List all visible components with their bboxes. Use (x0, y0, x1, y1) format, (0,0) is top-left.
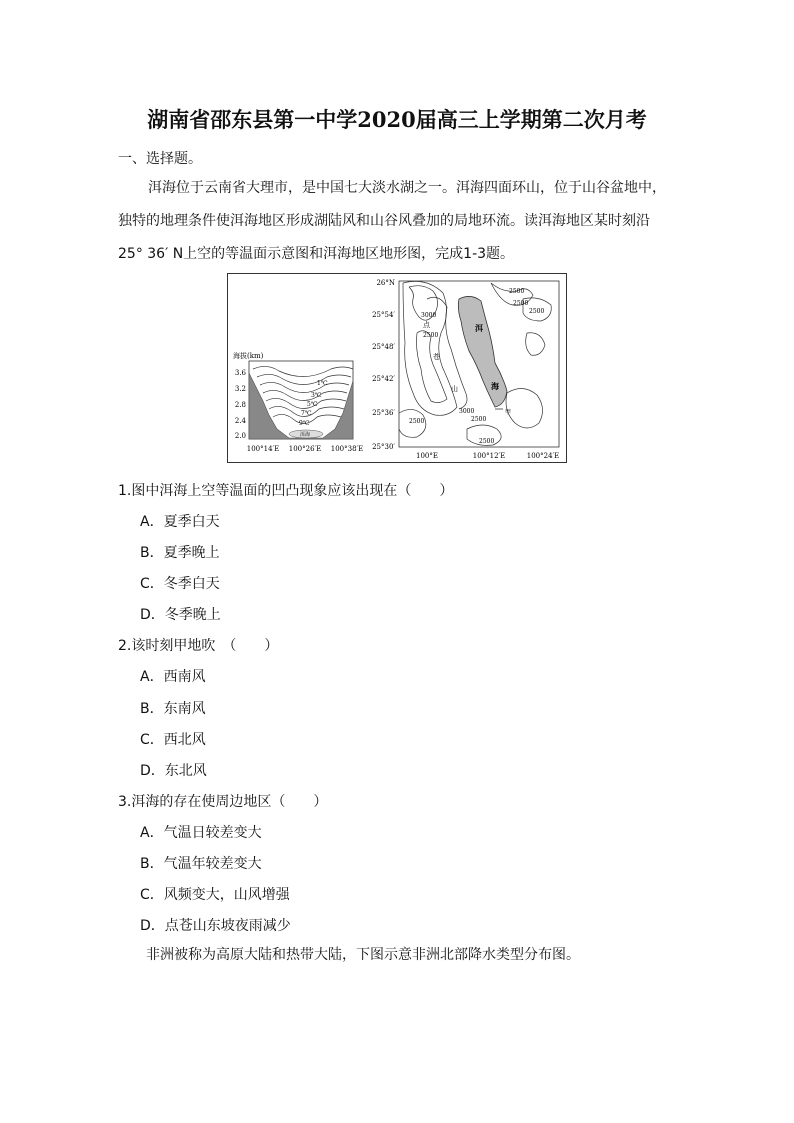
longitude-label: 100°12′E (472, 452, 506, 460)
option: B．夏季晚上 (140, 545, 220, 561)
mountain-label: 苍 (433, 353, 440, 361)
mountain-label: 点 (423, 321, 430, 329)
latitude-label: 25°42′ (372, 375, 395, 383)
longitude-label: 100°E (416, 452, 438, 460)
y-tick-label: 2.0 (234, 432, 246, 440)
y-tick-label: 3.2 (234, 385, 246, 393)
lake-label: 洱海 (300, 432, 311, 438)
topographic-map (372, 279, 559, 460)
y-tick-label: 2.8 (234, 401, 246, 409)
contour-label: 2500 (509, 288, 525, 295)
isotherm-label: 3℃ (311, 392, 322, 399)
latitude-label: 25°48′ (372, 343, 395, 351)
option: A．气温日较差变大 (140, 825, 262, 841)
figure-erhai (227, 273, 567, 463)
lake-label: 海 (491, 381, 499, 391)
option: B．气温年较差变大 (140, 856, 262, 872)
isotherm-label: 7℃ (301, 410, 312, 417)
isotherm-label: 1℃ (317, 380, 328, 387)
latitude-label: 25°36′ (372, 409, 395, 417)
isotherm-label: 9℃ (299, 420, 310, 427)
contour-label: 3000 (459, 408, 475, 415)
contour-label: 3000 (421, 312, 437, 319)
contour-label: 2500 (479, 438, 495, 445)
latitude-label: 25°30′ (372, 443, 395, 451)
contour-label: 2500 (513, 300, 529, 307)
option: B．东南风 (140, 701, 206, 717)
contour-label: 2500 (471, 416, 487, 423)
latitude-label: 26°N (376, 279, 395, 287)
longitude-label: 100°24′E (526, 452, 560, 460)
option: D．东北风 (140, 763, 207, 779)
section-heading: 一、选择题。 (118, 151, 202, 167)
mountain-label: 山 (451, 385, 458, 393)
intro-line: 洱海位于云南省大理市，是中国七大淡水湖之一。洱海四面环山，位于山谷盆地中， (148, 180, 666, 196)
option: A．西南风 (140, 669, 206, 685)
option: C．西北风 (140, 732, 206, 748)
y-tick-label: 2.4 (234, 417, 246, 425)
option: A．夏季白天 (140, 514, 220, 530)
question-stem: 3.洱海的存在使周边地区（ ） (118, 794, 328, 810)
intro-line: 25° 36′ N上空的等温面示意图和洱海地区地形图，完成1-3题。 (118, 246, 515, 262)
latitude-label: 25°54′ (372, 311, 395, 319)
question-stem: 1.图中洱海上空等温面的凹凸现象应该出现在（ ） (118, 483, 454, 499)
lake-label: 洱 (475, 323, 483, 333)
option: C．风频变大，山风增强 (140, 887, 290, 903)
intro-paragraph (118, 172, 678, 271)
contour-label: 2500 (409, 418, 425, 425)
x-tick-label: 100°26′E (288, 445, 322, 453)
intro-line: 独特的地理条件使洱海地区形成湖陆风和山谷风叠加的局地环流。读洱海地区某时刻沿 (118, 213, 650, 229)
contour-label: 2500 (423, 332, 439, 339)
y-axis-label: 海拔(km) (233, 352, 264, 360)
isotherm-cross-section (233, 351, 363, 453)
question-stem: 2.该时刻甲地吹 （ ） (118, 638, 279, 654)
page-title: 湖南省邵东县第一中学2020届高三上学期第二次月考 (147, 107, 647, 132)
y-tick-label: 3.6 (234, 369, 246, 377)
contour-label: 2500 (529, 308, 545, 315)
x-tick-label: 100°38′E (330, 445, 364, 453)
closing-paragraph: 非洲被称为高原大陆和热带大陆，下图示意非洲北部降水类型分布图。 (146, 947, 580, 963)
option: C．冬季白天 (140, 576, 220, 592)
isotherm-label: 5℃ (307, 401, 318, 408)
point-jia-label: 甲 (505, 409, 512, 416)
x-tick-label: 100°14′E (246, 445, 280, 453)
option: D．点苍山东坡夜雨减少 (140, 918, 291, 934)
option: D．冬季晚上 (140, 607, 221, 623)
